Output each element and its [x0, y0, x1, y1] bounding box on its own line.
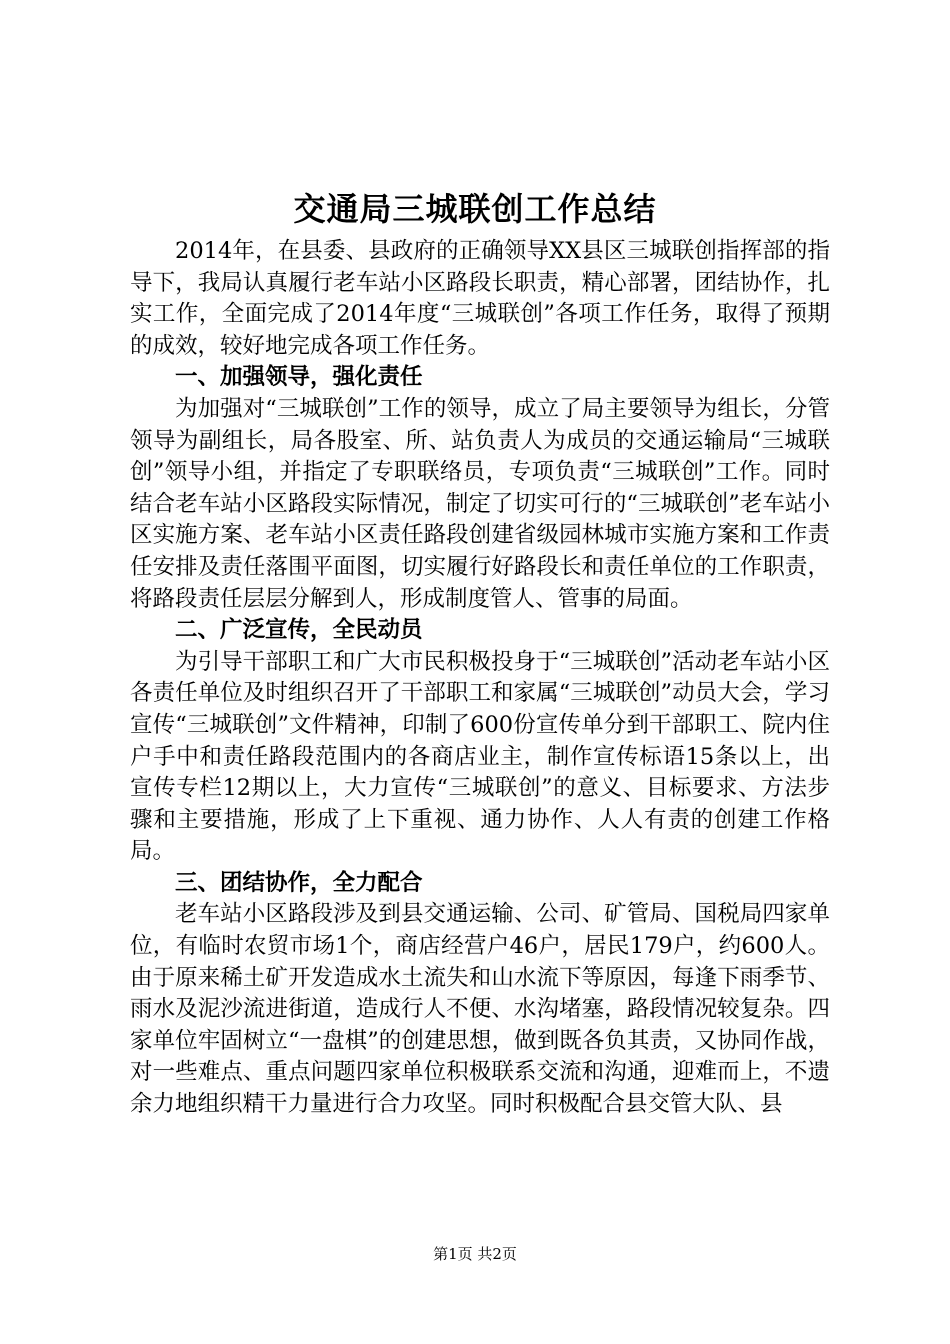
intro-paragraph: 2014年，在县委、县政府的正确领导XX县区三城联创指挥部的指导下，我局认真履行老车站小区路段长职责，精心部署，团结协作，扎实工作，全面完成了2014年度“三城联创”各项工作任务，取得了预期的成效，较好地完成各项工作任务。	[130, 238, 830, 359]
section-heading-3: 三、团结协作，全力配合	[175, 869, 423, 896]
section-body-3: 老车站小区路段涉及到县交通运输、公司、矿管局、国税局四家单位，有临时农贸市场1个，商店经营户46户，居民179户，约600人。由于原来稀土矿开发造成水土流失和山水流下等原因，每逢下雨季节、雨水及泥沙流进街道，造成行人不便、水沟堵塞，路段情况较复杂。四家单位牢固树立“一盘棋”的创建思想，做到既各负其责，又协同作战，对一些难点、重点问题四家单位积极联系交流和沟通，迎难而上，不遗余力地组织精干力量进行合力攻坚。同时积极配合县交管大队、县	[130, 901, 830, 1118]
document-body	[130, 236, 830, 1121]
page-footer: 第1页 共2页	[433, 1245, 517, 1263]
section-heading-1: 一、加强领导，强化责任	[175, 364, 423, 391]
section-heading-2: 二、广泛宣传，全民动员	[175, 617, 423, 644]
section-body-1: 为加强对“三城联创”工作的领导，成立了局主要领导为组长，分管领导为副组长，局各股室、所、站负责人为成员的交通运输局“三城联创”领导小组，并指定了专职联络员，专项负责“三城联创”工作。同时结合老车站小区路段实际情况，制定了切实可行的“三城联创”老车站小区实施方案、老车站小区责任路段创建省级园林城市实施方案和工作责任安排及责任落围平面图，切实履行好路段长和责任单位的工作职责，将路段责任层层分解到人，形成制度管人、管事的局面。	[130, 395, 830, 612]
document-title: 交通局三城联创工作总结	[293, 190, 657, 228]
section-body-2: 为引导干部职工和广大市民积极投身于“三城联创”活动老车站小区各责任单位及时组织召开了干部职工和家属“三城联创”动员大会，学习宣传“三城联创”文件精神，印制了600份宣传单分到干部职工、院内住户手中和责任路段范围内的各商店业主，制作宣传标语15条以上，出宣传专栏12期以上，大力宣传“三城联创”的意义、目标要求、方法步骤和主要措施，形成了上下重视、通力协作、人人有责的创建工作格局。	[130, 648, 830, 865]
